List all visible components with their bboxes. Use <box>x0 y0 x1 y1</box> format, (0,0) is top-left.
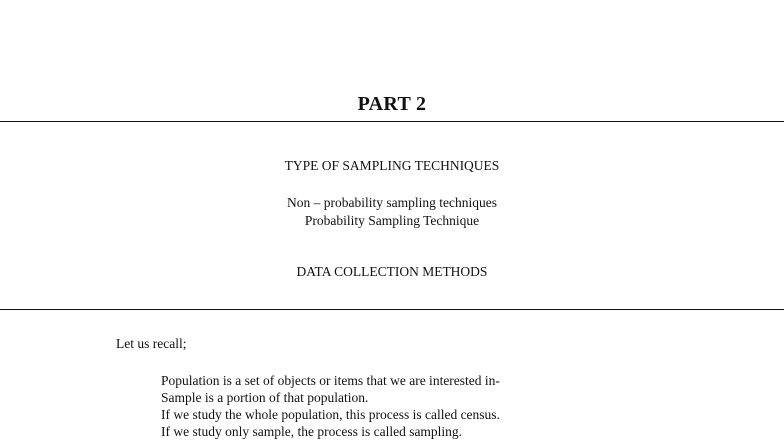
definitions-block <box>161 372 500 440</box>
subtopic-probability: Probability Sampling Technique <box>304 213 480 228</box>
definition-population: Population is a set of objects or items that we are interested in- <box>161 373 500 388</box>
subtopic-non-probability: Non – probability sampling techniques <box>287 195 497 210</box>
page-title: PART 2 <box>357 93 427 115</box>
top-divider <box>0 121 784 122</box>
definition-sampling: If we study only sample, the process is called sampling. <box>161 424 463 439</box>
topic-heading-data-collection: DATA COLLECTION METHODS <box>296 264 488 279</box>
topic-heading-sampling-techniques: TYPE OF SAMPLING TECHNIQUES <box>284 158 500 173</box>
definition-sample: Sample is a portion of that population. <box>161 390 369 405</box>
subtopics-list <box>0 194 784 230</box>
definition-census: If we study the whole population, this process is called census. <box>161 407 500 422</box>
bottom-divider <box>0 309 784 310</box>
recall-intro: Let us recall; <box>116 336 187 351</box>
